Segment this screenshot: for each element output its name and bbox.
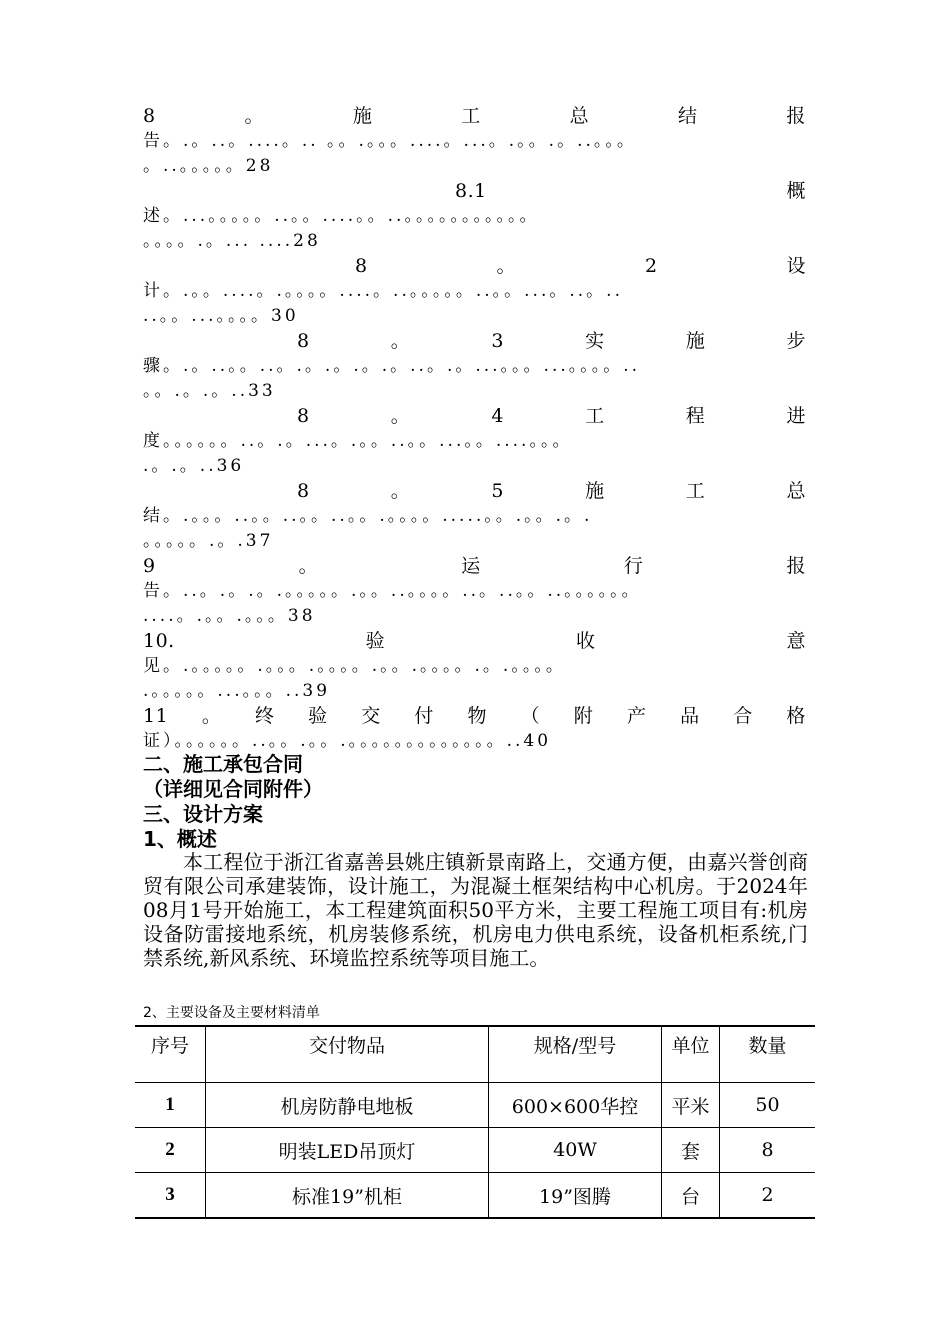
toc-token: 8 <box>297 330 310 352</box>
toc-token: 步 <box>786 330 806 352</box>
column-header: 数量 <box>720 1026 816 1083</box>
section-heading: 三、设计方案 <box>143 802 263 826</box>
toc-token: 3 <box>491 330 504 352</box>
section-heading: 二、施工承包合同 <box>143 752 303 776</box>
column-header: 单位 <box>662 1026 720 1083</box>
toc-leader: 证）。。。。。。..。。.。。.。。。。。。。。。。。。。..40 <box>143 731 552 751</box>
table-cell: 明装LED吊顶灯 <box>206 1128 489 1173</box>
column-header: 规格/型号 <box>489 1026 662 1083</box>
table-cell: 600×600华控 <box>489 1083 662 1128</box>
toc-page-number: .。。。。。...。。。..39 <box>143 681 331 701</box>
toc-token: 总 <box>569 105 590 127</box>
toc-token: 运 <box>461 555 481 577</box>
toc-leader: 计。.。。....。.。。。。....。..。。。。。..。。...。..。.. <box>143 281 623 301</box>
table-cell: 台 <box>662 1173 720 1219</box>
table-of-contents <box>143 104 806 754</box>
table-cell: 40W <box>489 1128 662 1173</box>
table-cell: 3 <box>135 1173 206 1219</box>
toc-page-number: ....。.。。.。。。38 <box>143 606 316 626</box>
toc-token: 品 <box>680 705 700 727</box>
toc-token: 交 <box>361 705 381 727</box>
toc-token: 8 <box>297 480 310 502</box>
toc-token: 产 <box>626 705 647 727</box>
toc-leader: 告。..。.。.。.。。。。。.。。..。。。。..。..。。..。。。。。。 <box>143 581 642 601</box>
table-row <box>135 1128 815 1173</box>
toc-token: 程 <box>685 405 706 427</box>
toc-token: 概 <box>786 180 806 202</box>
toc-entry-title <box>143 404 806 429</box>
toc-token: 报 <box>786 105 806 127</box>
toc-token: 8 <box>355 255 368 277</box>
toc-token: 收 <box>576 630 596 652</box>
toc-token: 验 <box>308 705 328 727</box>
toc-token: 。 <box>201 705 222 727</box>
toc-token: 。 <box>390 405 411 427</box>
toc-entry-title <box>143 329 806 354</box>
toc-token: 格 <box>786 705 806 727</box>
toc-token: 总 <box>786 480 806 502</box>
toc-leader: 见。.。。。。。.。。。.。。。。.。。.。。。。.。.。。。。 <box>143 656 566 676</box>
toc-token: 8.1 <box>455 180 487 202</box>
toc-page-number: 。。。。。.。.37 <box>143 531 274 551</box>
table-row <box>135 1083 815 1128</box>
toc-token: 物 <box>467 705 488 727</box>
materials-table <box>135 1025 815 1219</box>
table-cell: 机房防静电地板 <box>206 1083 489 1128</box>
table-cell: 8 <box>720 1128 816 1173</box>
toc-entry-title <box>143 479 806 504</box>
table-header-row <box>135 1026 815 1083</box>
toc-token: 。 <box>298 555 319 577</box>
toc-token: 附 <box>573 705 594 727</box>
toc-token: 合 <box>733 705 753 727</box>
toc-token: 验 <box>365 630 386 652</box>
toc-entry-title <box>143 179 806 204</box>
toc-token: 2 <box>644 255 658 277</box>
toc-entry-title <box>143 704 806 729</box>
toc-token: 结 <box>678 105 698 127</box>
toc-token: 意 <box>786 630 806 652</box>
toc-token: 终 <box>254 705 275 727</box>
column-header: 序号 <box>135 1026 206 1083</box>
table-cell: 2 <box>720 1173 816 1219</box>
toc-token: 10. <box>143 630 175 652</box>
toc-token: 9 <box>143 555 156 577</box>
toc-entry-title <box>143 104 806 129</box>
toc-leader: 告。.。..。....。.. 。。.。。。....。...。.。。.。..。。。 <box>143 131 637 151</box>
section-heading: 1、概述 <box>143 827 217 851</box>
toc-leader: 骤。.。..。。..。.。.。.。.。..。.。...。。。...。。。。.. <box>143 356 641 376</box>
table-cell: 套 <box>662 1128 720 1173</box>
table-row <box>135 1173 815 1219</box>
toc-page-number: .。.。..36 <box>143 456 245 476</box>
toc-token: 施 <box>585 480 605 502</box>
toc-leader: 述。...。。。。。..。。....。。..。。。。。。。。。。。 <box>143 206 540 226</box>
table-cell: 1 <box>135 1083 206 1128</box>
toc-token: 报 <box>786 555 806 577</box>
toc-token: 工 <box>585 405 605 427</box>
table-cell: 标准19”机柜 <box>206 1173 489 1219</box>
toc-token: 8 <box>143 105 156 127</box>
toc-page-number: ..。。...。。。。30 <box>143 306 299 326</box>
toc-entry-title <box>143 554 806 579</box>
overview-paragraph: 本工程位于浙江省嘉善县姚庄镇新景南路上，交通方便，由嘉兴誉创商贸有限公司承建装饰，设计施工，为混凝土框架结构中心机房。于2024年08月1号开始施工，本工程建筑面积50平方米，主要工程施工项目有:机房设备防雷接地系统，机房装修系统，机房电力供电系统，设备机柜系统,门禁系统,新风系统、环境监控系统等项目施工。 <box>143 850 808 970</box>
toc-token: 4 <box>491 405 504 427</box>
toc-token: 。 <box>390 330 411 352</box>
section-subheading: （详细见合同附件） <box>143 777 323 801</box>
table-cell: 19”图腾 <box>489 1173 662 1219</box>
overview-text <box>143 850 808 970</box>
column-header: 交付物品 <box>206 1026 489 1083</box>
toc-token: 实 <box>585 330 605 352</box>
toc-token: 付 <box>414 705 434 727</box>
toc-token: 。 <box>390 480 411 502</box>
toc-leader: 结。.。。。..。。..。。..。。.。。。。.....。。.。。.。. <box>143 506 593 526</box>
toc-entry-title <box>143 629 806 654</box>
toc-page-number: 。。。。.。... ....28 <box>143 231 321 251</box>
toc-token: 工 <box>685 480 706 502</box>
toc-token: 11 <box>143 705 169 727</box>
table-cell: 2 <box>135 1128 206 1173</box>
toc-entry-title <box>143 254 806 279</box>
toc-token: 。 <box>496 255 517 277</box>
table-cell: 平米 <box>662 1083 720 1128</box>
toc-leader: 度。。。。。。..。.。...。.。。..。。...。。....。。。 <box>143 431 573 451</box>
toc-token: 进 <box>786 405 806 427</box>
toc-token: 。 <box>244 105 264 127</box>
toc-page-number: 。..。。。。。28 <box>143 156 274 176</box>
toc-token: 8 <box>297 405 310 427</box>
toc-token: 设 <box>786 255 806 277</box>
toc-token: 施 <box>352 105 373 127</box>
toc-token: 施 <box>685 330 706 352</box>
table-cell: 50 <box>720 1083 816 1128</box>
toc-page-number: 。。.。.。..33 <box>143 381 276 401</box>
toc-token: 5 <box>491 480 504 502</box>
toc-token: （ <box>520 705 541 727</box>
toc-token: 工 <box>461 105 481 127</box>
table-caption: 2、主要设备及主要材料清单 <box>143 1005 320 1021</box>
toc-token: 行 <box>623 555 644 577</box>
